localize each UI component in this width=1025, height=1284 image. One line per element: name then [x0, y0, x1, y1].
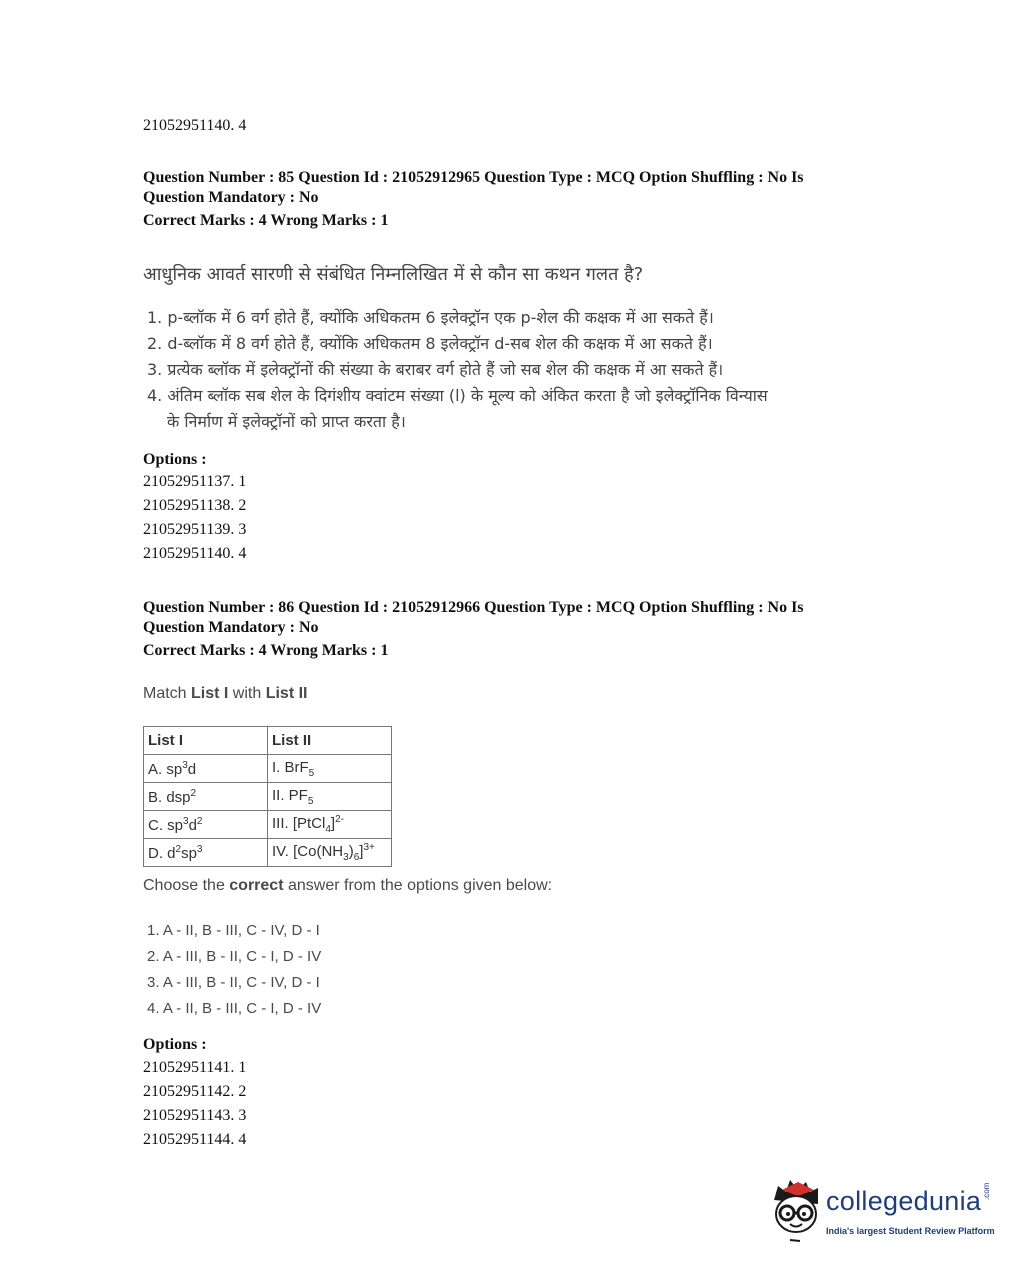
q86-options-list [143, 1056, 246, 1152]
q85-statement-4: 4. अंतिम ब्लॉक सब शेल के दिगंशीय क्वांटम संख्या (l) के मूल्य को अंकित करता है जो इलेक्ट्रॉनिक विन्यास [147, 386, 768, 405]
q86-intro-list1: List I [191, 685, 229, 702]
table-cell-i: I. BrF$_5$ [268, 755, 392, 783]
q86-options-label: Options : [143, 1036, 207, 1053]
table-cell-b: B. dsp$^2$ [144, 783, 268, 811]
q86-marks: Correct Marks : 4 Wrong Marks : 1 [143, 642, 389, 659]
q85-option-4: 21052951140. 4 [143, 545, 247, 562]
q85-header-line2: Question Mandatory : No [143, 189, 319, 206]
table-cell-d: D. $d^2sp^3$ [144, 839, 268, 867]
logo-suffix: .com [982, 1182, 991, 1200]
q85-option-3: 21052951139. 3 [143, 521, 247, 538]
q86-option-3: 21052951143. 3 [143, 1107, 247, 1124]
q86-intro-c: with [228, 685, 266, 702]
mascot-icon [768, 1178, 824, 1244]
q86-answer-4: 4. A - II, B - III, C - I, D - IV [147, 1000, 322, 1017]
q86-answer-2: 2. A - III, B - II, C - I, D - IV [147, 948, 322, 965]
q86-intro-a: Match [143, 685, 192, 702]
q85-option-2: 21052951138. 2 [143, 497, 247, 514]
q85-header [143, 168, 903, 208]
table-row [144, 783, 392, 811]
q85-option-1: 21052951137. 1 [143, 473, 247, 490]
q86-intro-list2: List II [265, 685, 308, 702]
q85-statement-1: 1. p-ब्लॉक में 6 वर्ग होते हैं, क्योंकि अधिकतम 6 इलेक्ट्रॉन एक p-शेल की कक्षक में आ सकते हैं। [147, 308, 714, 327]
table-cell-iii: III. [PtCl$_4$]$^{2-}$ [268, 811, 392, 839]
q85-header-line1: Question Number : 85 Question Id : 21052912965 Question Type : MCQ Option Shuffling : No Is [143, 169, 804, 186]
q86-option-4: 21052951144. 4 [143, 1131, 247, 1148]
q85-options-label: Options : [143, 451, 207, 468]
previous-option-line: 21052951140. 4 [143, 117, 247, 134]
table-cell-iv: IV. $[Co(NH_3)_6]^{3+}$ [268, 839, 392, 867]
match-table [143, 726, 392, 867]
q86-answer-list [147, 918, 321, 1022]
q86-header-line1: Question Number : 86 Question Id : 21052912966 Question Type : MCQ Option Shuffling : No Is [143, 599, 804, 616]
table-head-list1: List I [144, 727, 268, 755]
q86-header-line2: Question Mandatory : No [143, 619, 319, 636]
q86-answer-3: 3. A - III, B - II, C - IV, D - I [147, 974, 320, 991]
q86-option-1: 21052951141. 1 [143, 1059, 247, 1076]
q86-instruction: Choose the correct answer from the options given below: [143, 877, 553, 894]
table-row [144, 755, 392, 783]
q85-statement-4-cont: के निर्माण में इलेक्ट्रॉनों को प्राप्त करता है। [167, 412, 406, 431]
q85-marks: Correct Marks : 4 Wrong Marks : 1 [143, 212, 389, 229]
table-cell-a: A. $sp^3d$ [144, 755, 268, 783]
q85-question-text: आधुनिक आवर्त सारणी से संबंधित निम्नलिखित में से कौन सा कथन गलत है? [143, 264, 644, 285]
q85-statement-2: 2. d-ब्लॉक में 8 वर्ग होते हैं, क्योंकि अधिकतम 8 इलेक्ट्रॉन d-सब शेल की कक्षक में आ सकते हैं। [147, 334, 713, 353]
q85-statements [147, 305, 867, 435]
match-table-header [144, 727, 392, 755]
table-row [144, 811, 392, 839]
q86-answer-1: 1. A - II, B - III, C - IV, D - I [147, 922, 320, 939]
table-head-list2: List II [268, 727, 392, 755]
table-cell-ii: II. $PF_5$ [268, 783, 392, 811]
logo-tagline: India's largest Student Review Platform [826, 1226, 995, 1236]
q85-options-list [143, 470, 246, 566]
q86-header [143, 598, 903, 638]
logo-wordmark: collegedunia [826, 1186, 982, 1216]
collegedunia-logo [768, 1178, 998, 1248]
q86-option-2: 21052951142. 2 [143, 1083, 247, 1100]
q86-intro [143, 685, 307, 703]
table-cell-c: C. $sp^3d^2$ [144, 811, 268, 839]
q85-statement-3: 3. प्रत्येक ब्लॉक में इलेक्ट्रॉनों की संख्या के बराबर वर्ग होते हैं जो सब शेल की कक्षक में आ सकते हैं। [147, 360, 724, 379]
table-row [144, 839, 392, 867]
